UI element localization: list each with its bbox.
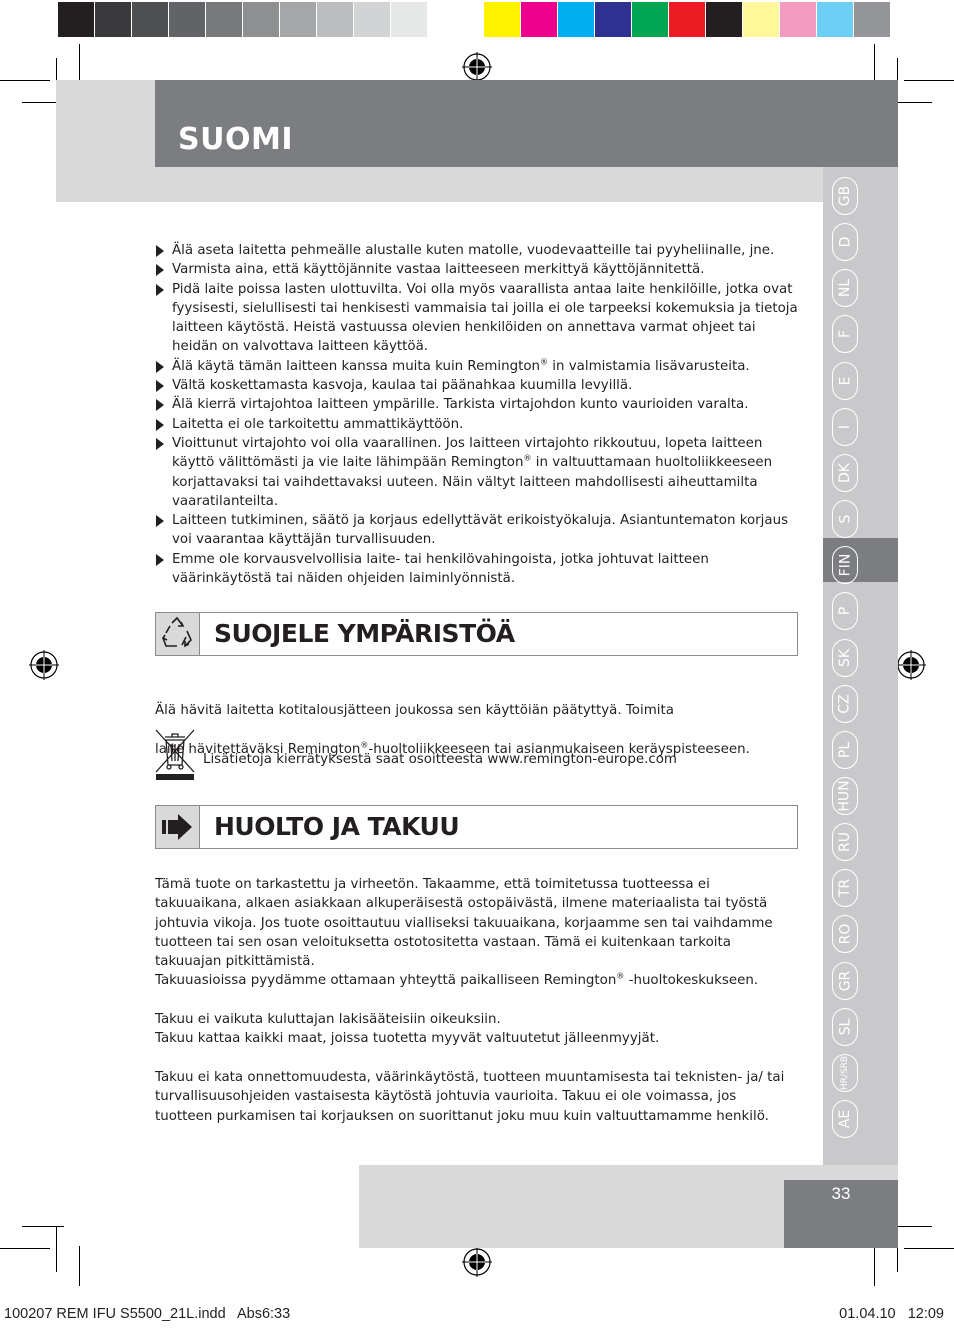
language-tab-label: CZ — [837, 694, 853, 714]
language-tab-label: P — [836, 606, 853, 616]
safety-bullet: Laitteen tutkiminen, säätö ja korjaus edellyttävät erikoistyökaluja. Asiantuntematon korjaus voi vaarantaa käyttäjän turvallisuuden. — [155, 511, 800, 550]
registered-mark: ® — [540, 357, 549, 367]
header-left-band — [56, 80, 156, 202]
page-number: 33 — [831, 1184, 851, 1203]
color-swatch — [854, 2, 890, 37]
language-tab-label: DK — [837, 463, 853, 483]
registered-mark: ® — [616, 971, 625, 981]
color-swatch — [817, 2, 853, 37]
color-scale-bar — [484, 2, 891, 37]
warranty-paragraph-2-b: -huoltokeskukseen. — [624, 973, 759, 988]
color-swatch — [558, 2, 594, 37]
language-tab-gr[interactable] — [832, 962, 858, 1000]
language-tab-label: S — [836, 514, 853, 524]
registration-mark-icon — [462, 52, 492, 82]
language-tab-label: PL — [837, 741, 853, 759]
grey-swatch — [428, 2, 464, 37]
language-tab-f[interactable] — [832, 315, 858, 353]
language-tab-gb[interactable] — [832, 177, 858, 215]
registration-mark-icon — [462, 1247, 492, 1277]
language-tab-label: RO — [837, 923, 853, 945]
arrow-icon-cell — [156, 806, 200, 848]
language-tab-d[interactable] — [832, 223, 858, 261]
language-tab-s[interactable] — [832, 500, 858, 538]
language-tab-dk[interactable] — [832, 454, 858, 492]
language-tab-hr-srb[interactable] — [832, 1054, 858, 1092]
language-tab-ru[interactable] — [832, 823, 858, 861]
safety-bullet — [155, 434, 800, 511]
color-swatch — [632, 2, 668, 37]
warranty-section-header — [155, 805, 798, 849]
safety-bullet-text: Älä käytä tämän laitteen kanssa muita kuin Remington — [172, 358, 541, 374]
warranty-paragraph-3: Takuu ei vaikuta kuluttajan lakisääteisiin oikeuksiin. — [155, 1012, 501, 1027]
grey-swatch — [243, 2, 279, 37]
safety-bullet: Älä kierrä virtajohtoa laitteen ympärille. Tarkista virtajohdon kunto vaurioiden varalta. — [155, 395, 800, 414]
recycle-icon — [156, 613, 199, 655]
language-tab-label: SK — [836, 648, 853, 668]
crop-mark — [904, 1248, 954, 1249]
grey-swatch — [132, 2, 168, 37]
warranty-paragraph-2-a: Takuuasioissa pyydämme ottamaan yhteyttä paikalliseen Remington — [155, 973, 617, 988]
color-swatch — [743, 2, 779, 37]
environment-line-1: Älä hävitä laitetta kotitalousjätteen joukossa sen käyttöiän päätyttyä. Toimita — [155, 703, 674, 719]
warranty-paragraph-5: Takuu ei kata onnettomuudesta, väärinkäytöstä, tuotteen muuntamisesta tai teknisten- ja/ tai turvallisuusohjeiden vastaisesta käytöstä johtuvia vaurioita. Takuu ei ole voimassa, jos tuotteen purkamisen tai korjauksen on suorittanut joku muu kuin valtuuttamamme henkilö. — [155, 1070, 785, 1124]
language-tab-label: RU — [836, 832, 853, 852]
environment-line-2-b: -huoltoliikkeeseen tai asianmukaiseen keräyspisteeseen. — [368, 741, 750, 757]
language-tab-label: AE — [837, 1109, 853, 1129]
language-tab-label: FIN — [837, 553, 853, 577]
language-tab-nl[interactable] — [832, 269, 858, 307]
grey-swatch — [317, 2, 353, 37]
arrow-right-icon — [156, 806, 199, 848]
recycle-info: Lisätietoja kierrätyksestä saat osoitteesta www.remington-europe.com — [203, 752, 677, 767]
safety-bullet-text: in valtuuttamaan huoltoliikkeeseen korjattavaksi tai vaihdettavaksi uuteen. Näin vältyt laitteen mahdollisesti aiheuttamilta vaaratilanteilta. — [172, 455, 773, 509]
language-tab-label: GB — [836, 185, 853, 207]
language-tab-pl[interactable] — [832, 731, 858, 769]
environment-section-header — [155, 612, 798, 656]
color-swatch — [706, 2, 742, 37]
language-tab-fin[interactable] — [832, 546, 858, 584]
language-tab-p[interactable] — [832, 592, 858, 630]
color-swatch — [595, 2, 631, 37]
environment-title: SUOJELE YMPÄRISTÖÄ — [214, 619, 515, 648]
header-underband — [155, 167, 898, 202]
language-tab-label: SL — [837, 1018, 853, 1036]
language-tab-sk[interactable] — [832, 639, 858, 677]
safety-bullet — [155, 357, 800, 376]
grey-swatch — [206, 2, 242, 37]
color-swatch — [484, 2, 520, 37]
color-swatch — [669, 2, 705, 37]
safety-bullet-text: in valmistamia lisävarusteita. — [548, 358, 750, 374]
page-title: SUOMI — [178, 122, 293, 157]
print-date-info: 01.04.10 12:09 — [839, 1306, 944, 1322]
crop-mark — [904, 80, 954, 81]
warranty-paragraph-2 — [155, 971, 800, 990]
language-tab-e[interactable] — [832, 362, 858, 400]
grey-scale-bar — [58, 2, 465, 37]
safety-bullet: Pidä laite poissa lasten ulottuvilta. Voi olla myös vaarallista antaa laite henkilöille, jotka ovat fyysisesti, sielullisesti tai henkisesti vammaisia tai joilla ei ole tarpeeksi kokemuksia ja tietoja laitteen käytöstä. Heistä vastuussa olevien henkilöiden on annettava varmat ohjeet tai heidän on valvottava laitteen käyttöä. — [155, 280, 800, 357]
language-tab-hun[interactable] — [832, 777, 858, 815]
crop-mark — [56, 1226, 57, 1272]
grey-swatch — [169, 2, 205, 37]
crop-mark — [874, 44, 875, 84]
crop-mark — [79, 44, 80, 84]
language-tab-ae[interactable] — [832, 1100, 858, 1138]
registration-mark-icon — [896, 650, 926, 680]
crop-mark — [79, 1246, 80, 1286]
language-tab-label: E — [836, 376, 853, 386]
language-tab-i[interactable] — [832, 408, 858, 446]
grey-swatch — [280, 2, 316, 37]
print-file-info: 100207 REM IFU S5500_21L.indd Abs6:33 — [4, 1306, 291, 1322]
crop-mark — [0, 80, 50, 81]
environment-line-2-a: laite hävitettäväksi Remington — [155, 741, 361, 757]
language-tab-label: F — [837, 329, 853, 339]
grey-swatch — [391, 2, 427, 37]
crop-mark — [0, 1248, 50, 1249]
language-tab-label: NL — [837, 278, 853, 298]
safety-bullet-list — [155, 241, 800, 588]
language-tab-label: GR — [836, 970, 853, 992]
color-swatch — [780, 2, 816, 37]
warranty-title: HUOLTO JA TAKUU — [214, 812, 460, 841]
language-tab-ro[interactable] — [832, 915, 858, 953]
safety-bullet: Vältä koskettamasta kasvoja, kaulaa tai päänahkaa kuumilla levyillä. — [155, 376, 800, 395]
language-tab-label: HR/SRB — [840, 1055, 851, 1091]
grey-swatch — [354, 2, 390, 37]
safety-bullet: Älä aseta laitetta pehmeälle alustalle kuten matolle, vuodevaatteille tai pyyheliinalle, jne. — [155, 241, 800, 260]
registered-mark: ® — [523, 453, 532, 463]
language-tab-cz[interactable] — [832, 685, 858, 723]
weee-bin-icon — [154, 727, 196, 781]
safety-bullet: Emme ole korvausvelvollisia laite- tai henkilövahingoista, jotka johtuvat laitteen väärinkäytöstä tai näiden ohjeiden laiminlyönnistä. — [155, 550, 800, 589]
registered-mark: ® — [360, 740, 369, 750]
language-tab-label: HUN — [837, 780, 853, 812]
language-tab-label: TR — [837, 878, 853, 898]
language-tab-label: D — [837, 236, 853, 248]
language-tab-label: I — [836, 424, 853, 430]
warranty-paragraph-1: Tämä tuote on tarkastettu ja virheetön. Takaamme, että toimitetussa tuotteessa ei takuuaikana, alkaen asiakkaan alkuperäisestä ostopäivästä, ilmene materiaalista tai työstä johtuvia vikoja. Jos tuote osoittautuu vialliseksi takuuaikana, korjaamme sen tai vaihdamme tuotteen tai sen osan veloituksetta ostotositetta vastaan. Tämä ei kuitenkaan tarkoita takuuajan pitkittämistä. — [155, 877, 773, 970]
grey-swatch — [58, 2, 94, 37]
safety-bullet: Laitetta ei ole tarkoitettu ammattikäyttöön. — [155, 415, 800, 434]
safety-bullet-text: Vioittunut virtajohto voi olla vaarallinen. Jos laitteen virtajohto rikkoutuu, lopeta laitteen käyttö välittömästi ja vie laite lähimpään Remington — [172, 435, 763, 471]
safety-bullet: Varmista aina, että käyttöjännite vastaa laitteeseen merkittyä käyttöjännitettä. — [155, 260, 800, 279]
grey-swatch — [95, 2, 131, 37]
registration-mark-icon — [29, 650, 59, 680]
color-swatch — [521, 2, 557, 37]
recycle-icon-cell — [156, 613, 200, 655]
crop-mark — [22, 1226, 64, 1227]
language-tab-sl[interactable] — [832, 1008, 858, 1046]
language-tab-tr[interactable] — [832, 869, 858, 907]
crop-mark — [874, 1246, 875, 1286]
warranty-paragraph-4: Takuu kattaa kaikki maat, joissa tuotetta myyvät valtuutetut jälleenmyyjät. — [155, 1031, 660, 1046]
